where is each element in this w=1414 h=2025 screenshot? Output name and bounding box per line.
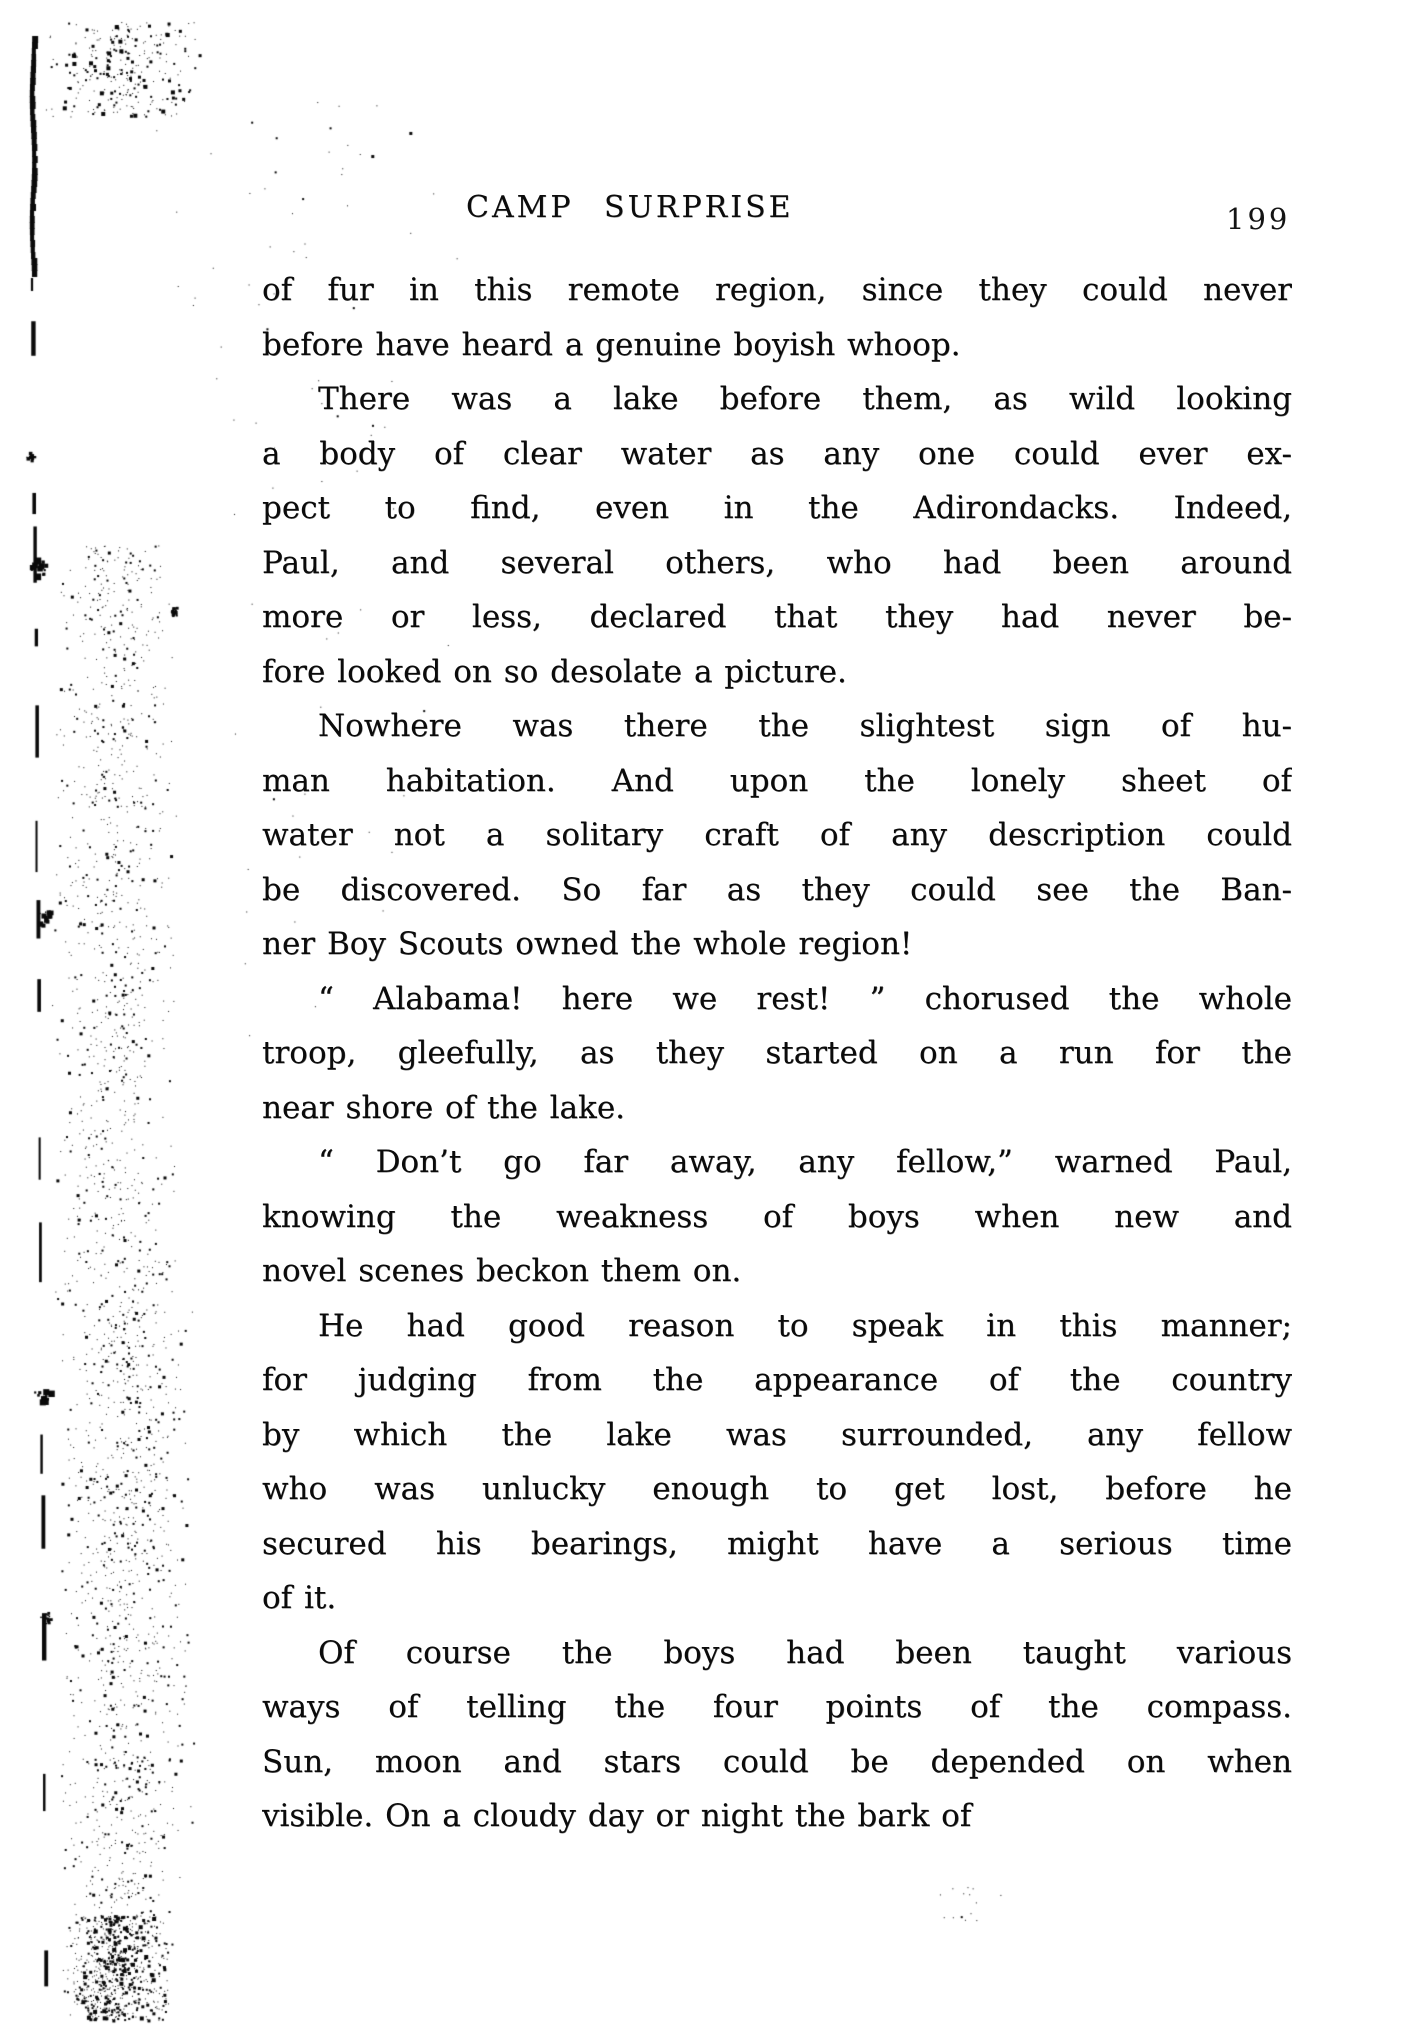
text-line: pect to find, even in the Adirondacks. Indeed, xyxy=(262,490,1292,526)
paragraph xyxy=(262,1299,1292,1626)
text-line: He had good reason to speak in this manner; xyxy=(318,1307,1292,1344)
text-line: fore looked on so desolate a picture. xyxy=(262,653,847,690)
page-number: 199 xyxy=(1226,202,1291,236)
paragraph xyxy=(262,372,1292,699)
text-line: before have heard a genuine boyish whoop. xyxy=(262,326,961,363)
text-line: near shore of the lake. xyxy=(262,1089,626,1126)
text-block xyxy=(262,263,1292,1844)
paragraph xyxy=(262,1626,1292,1844)
text-line: for judging from the appearance of the country xyxy=(262,1362,1292,1398)
text-line: knowing the weakness of boys when new and xyxy=(262,1198,1292,1235)
text-line: There was a lake before them, as wild looking xyxy=(318,381,1292,417)
text-line: “ Don’t go far away, any fellow,” warned Paul, xyxy=(318,1144,1292,1180)
running-header-title: CAMP SURPRISE xyxy=(466,190,794,225)
text-line: of it. xyxy=(262,1580,337,1616)
text-line: “ Alabama! here we rest! ” chorused the whole xyxy=(318,980,1292,1017)
text-line: Nowhere was there the slightest sign of hu- xyxy=(318,708,1292,744)
text-line: Of course the boys had been taught various xyxy=(318,1634,1292,1671)
text-line: by which the lake was surrounded, any fellow xyxy=(262,1416,1292,1453)
paragraph xyxy=(262,699,1292,972)
text-line: ner Boy Scouts owned the whole region! xyxy=(262,926,913,962)
text-line: man habitation. And upon the lonely sheet of xyxy=(262,762,1292,799)
paragraph xyxy=(262,263,1292,372)
text-line: troop, gleefully, as they started on a run for the xyxy=(262,1035,1292,1071)
text-line: a body of clear water as any one could ever ex- xyxy=(262,435,1292,472)
text-line: who was unlucky enough to get lost, before he xyxy=(262,1471,1292,1507)
text-line: water not a solitary craft of any description could xyxy=(262,817,1292,853)
text-line: visible. On a cloudy day or night the bark of xyxy=(262,1798,972,1834)
text-line: more or less, declared that they had never be- xyxy=(262,599,1292,635)
text-line: novel scenes beckon them on. xyxy=(262,1253,742,1289)
text-line: of fur in this remote region, since they could never xyxy=(262,272,1292,308)
text-line: secured his bearings, might have a serious time xyxy=(262,1525,1292,1562)
text-line: Sun, moon and stars could be depended on when xyxy=(262,1743,1292,1780)
text-line: ways of telling the four points of the compass. xyxy=(262,1689,1292,1725)
text-line: Paul, and several others, who had been around xyxy=(262,544,1292,581)
text-line: be discovered. So far as they could see the Ban- xyxy=(262,871,1292,908)
paragraph xyxy=(262,1135,1292,1299)
paragraph xyxy=(262,972,1292,1136)
